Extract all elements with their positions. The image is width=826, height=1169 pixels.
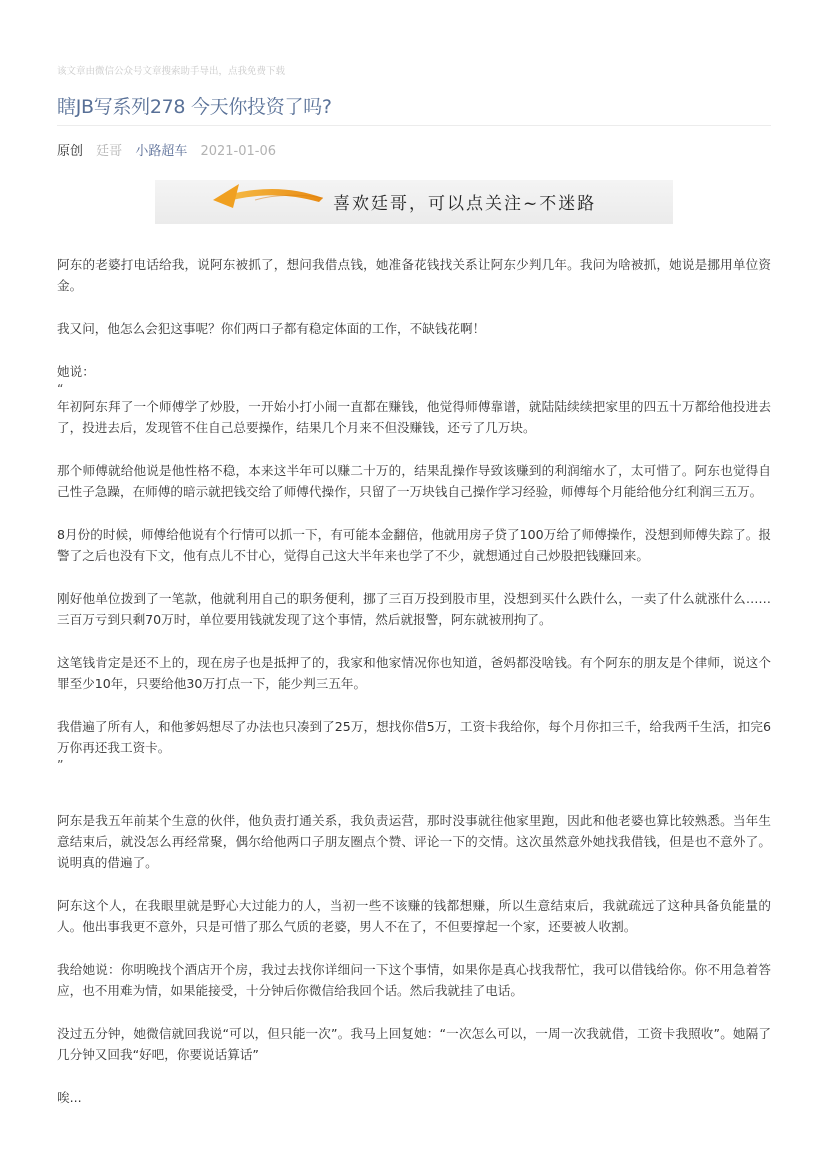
paragraph: 刚好他单位拨到了一笔款，他就利用自己的职务便利，挪了三百万投到股市里，没想到买什么跌什么，一卖了什么就涨什么……三百万亏到只剩70万时，单位要用钱就发现了这个事情，然后就报警，阿东就被刑拘了。: [57, 591, 771, 627]
paragraph: 这笔钱肯定是还不上的，现在房子也是抵押了的，我家和他家情况你也知道，爸妈都没啥钱。有个阿东的朋友是个律师，说这个罪至少10年，只要给他30万打点一下，能少判三五年。: [57, 655, 771, 691]
spacer: [57, 772, 771, 810]
paragraph: 唉...: [57, 1090, 82, 1105]
banner-text: 喜欢廷哥，可以点关注~不迷路: [333, 194, 597, 214]
author-name: 廷哥: [96, 144, 123, 159]
export-note-link[interactable]: 该文章由微信公众号文章搜索助手导出，点我免费下载: [57, 66, 286, 77]
follow-banner-image: [155, 180, 673, 224]
paragraph: 8月份的时候，师傅给他说有个行情可以抓一下，有可能本金翻倍，他就用房子贷了100万给了师傅操作，没想到师傅失踪了。报警了之后也没有下文，他有点儿不甘心，觉得自己这大半年来也学了不少，就想通过自己炒股把钱赚回来。: [57, 527, 771, 563]
quote-open-mark: “: [57, 381, 64, 396]
paragraph: 我又问，他怎么会犯这事呢？你们两口子都有稳定体面的工作，不缺钱花啊！: [57, 321, 486, 336]
paragraph: 没过五分钟，她微信就回我说“可以，但只能一次”。我马上回复她：“一次怎么可以，一周一次我就借，工资卡我照收”。她隔了几分钟又回我“好吧，你要说话算话”: [57, 1026, 771, 1062]
paragraph: 那个师傅就给他说是他性格不稳，本来这半年可以赚二十万的，结果乱操作导致该赚到的利润缩水了，太可惜了。阿东也觉得自己性子急躁，在师傅的暗示就把钱交给了师傅代操作，只留了一万块钱自己操作学习经验，师傅每个月能给他分红利润三五万。: [57, 463, 771, 499]
title-divider: [57, 125, 771, 126]
publish-date: 2021-01-06: [200, 144, 277, 159]
paragraph: 我借遍了所有人，和他爹妈想尽了办法也只凑到了25万，想找你借5万，工资卡我给你，每个月你扣三千，给我两千生活，扣完6万你再还我工资卡。: [57, 719, 771, 755]
paragraph: 阿东这个人，在我眼里就是野心大过能力的人，当初一些不该赚的钱都想赚，所以生意结束后，我就疏远了这种具备负能量的人。他出事我更不意外，只是可惜了那么气质的老婆，男人不在了，不但要撑起一个家，还要被人收割。: [57, 898, 771, 934]
paragraph: 阿东的老婆打电话给我，说阿东被抓了，想问我借点钱，她准备花钱找关系让阿东少判几年。我问为啥被抓，她说是挪用单位资金。: [57, 257, 771, 293]
paragraph: 年初阿东拜了一个师傅学了炒股，一开始小打小闹一直都在赚钱，他觉得师傅靠谱，就陆陆续续把家里的四五十万都给他投进去了，投进去后，发现管不住自己总要操作，结果几个月来不但没赚钱，还亏了几万块。: [57, 399, 771, 435]
article-body: [57, 254, 771, 1108]
paragraph: 她说：: [57, 364, 95, 379]
paragraph: 我给她说：你明晚找个酒店开个房，我过去找你详细问一下这个事情，如果你是真心找我帮忙，我可以借钱给你。你不用急着答应，也不用难为情，如果能接受，十分钟后你微信给我回个话。然后我就挂了电话。: [57, 962, 771, 998]
account-link[interactable]: 小路超车: [135, 144, 188, 159]
article-title: 瞎JB写系列278 今天你投资了吗?: [57, 96, 332, 118]
paragraph: 阿东是我五年前某个生意的伙伴，他负责打通关系，我负责运营，那时没事就往他家里跑，因此和他老婆也算比较熟悉。当年生意结束后，就没怎么再经常聚，偶尔给他两口子朋友圈点个赞、评论一下的交情。这次虽然意外她找我借钱，但是也不意外了。说明真的借遍了。: [57, 813, 771, 870]
article-meta: [57, 140, 285, 159]
quote-close-mark: ”: [57, 757, 64, 772]
original-tag: 原创: [57, 144, 84, 159]
